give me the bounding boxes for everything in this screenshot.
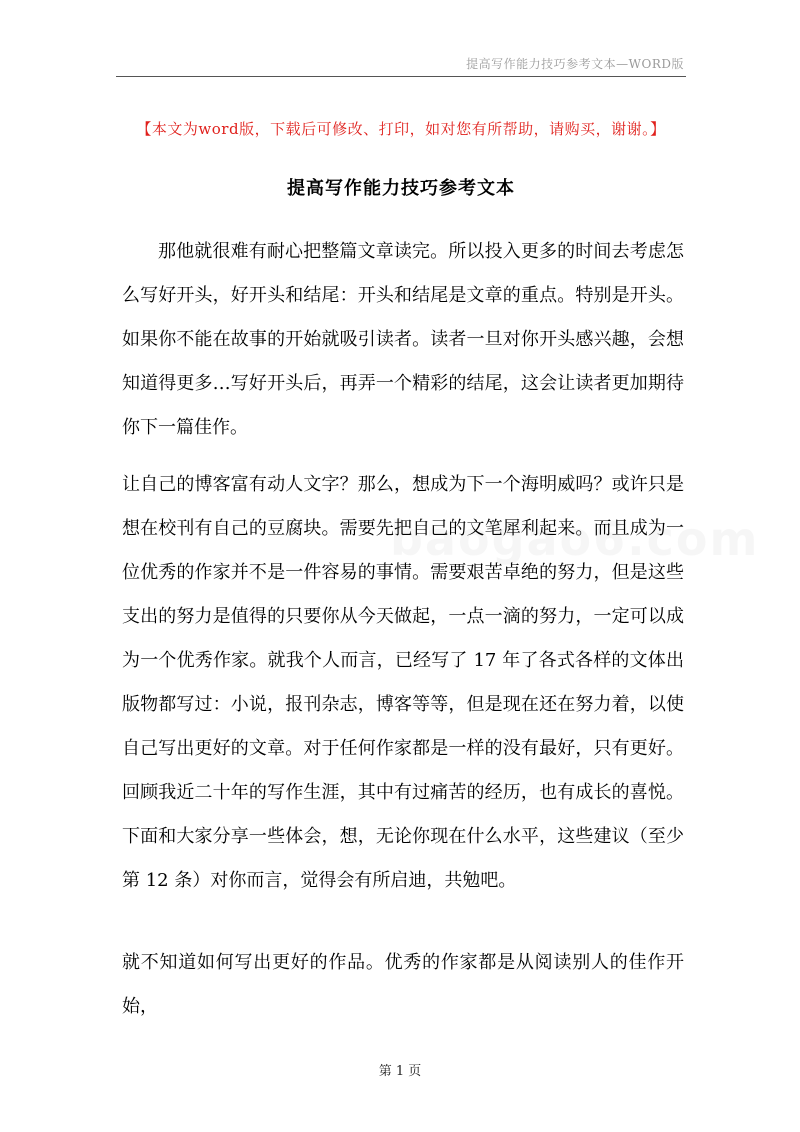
running-header: 提高写作能力技巧参考文本—WORD版 [466,57,684,71]
paragraph-1: 那他就很难有耐心把整篇文章读完。所以投入更多的时间去考虑怎么写好开头，好开头和结尾：开头和结尾是文章的重点。特别是开头。如果你不能在故事的开始就吸引读者。读者一旦对你开头感兴趣，会想知道得更多…写好开头后，再弄一个精彩的结尾，这会让读者更加期待你下一篇佳作。 [122,241,684,438]
page-number: 第 1 页 [378,1064,422,1079]
paragraph-2: 让自己的博客富有动人文字？那么，想成为下一个海明威吗？或许只是想在校刊有自己的豆腐块。需要先把自己的文笔犀利起来。而且成为一位优秀的作家并不是一件容易的事情。需要艰苦卓绝的努力，但是这些支出的努力是值得的只要你从今天做起，一点一滴的努力，一定可以成为一个优秀作家。就我个人而言，已经写了 17 年了各式各样的文体出版物都写过：小说，报刊杂志，博客等等，但是现在还在努力着，以使自己写出更好的文章。对于任何作家都是一样的没有最好，只有更好。回顾我近二十年的写作生涯，其中有过痛苦的经历，也有成长的喜悦。下面和大家分享一些体会，想，无论你现在什么水平，这些建议（至少第 12 条）对你而言，觉得会有所启迪，共勉吧。 [122,474,684,891]
download-notice: 【本文为word版，下载后可修改、打印，如对您有所帮助，请购买，谢谢。】 [136,120,666,138]
header-rule [116,76,686,77]
paragraph-3: 就不知道如何写出更好的作品。优秀的作家都是从阅读别人的佳作开始， [122,952,684,1017]
document-title: 提高写作能力技巧参考文本 [287,178,515,199]
